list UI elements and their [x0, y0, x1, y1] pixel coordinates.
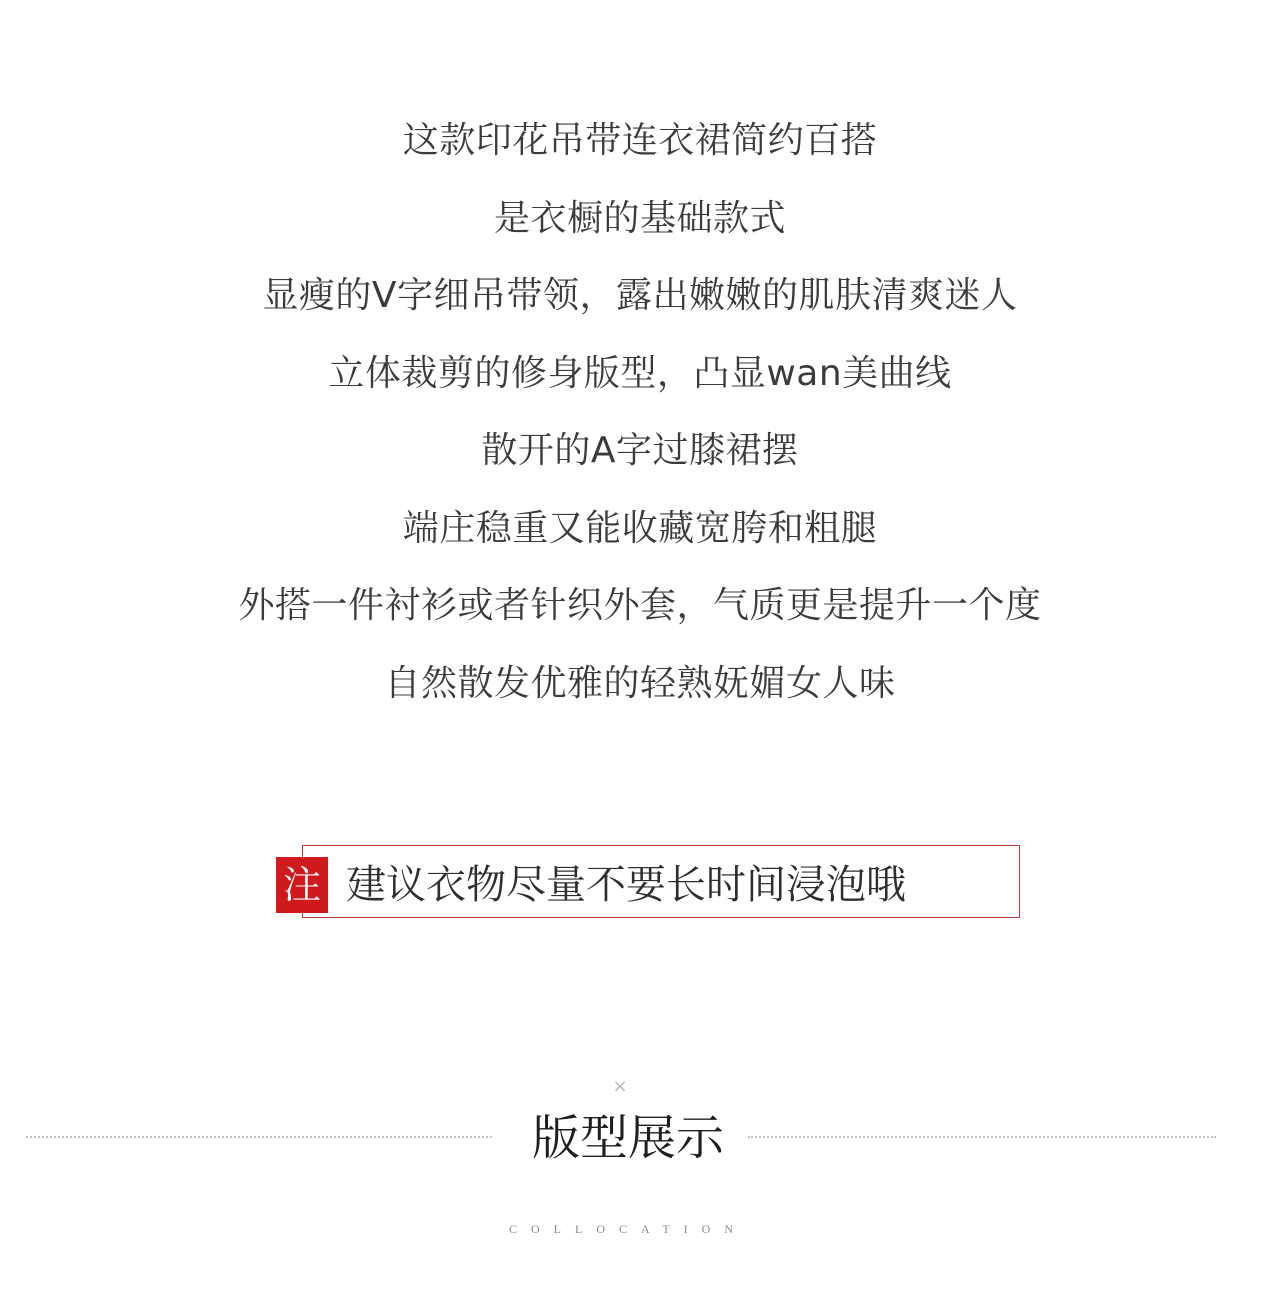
care-note-text: 建议衣物尽量不要长时间浸泡哦 — [346, 862, 906, 908]
close-icon: × — [612, 1076, 628, 1097]
description-line: 自然散发优雅的轻熟妩媚女人味 — [384, 662, 896, 704]
description-line: 外搭一件衬衫或者针织外套，气质更是提升一个度 — [238, 585, 1042, 626]
description-line: 端庄稳重又能收藏宽胯和粗腿 — [402, 507, 878, 549]
description-line: 这款印花吊带连衣裙简约百搭 — [402, 120, 878, 161]
section-subtitle: COLLOCATION — [509, 1222, 747, 1236]
description-line: 立体裁剪的修身版型，凸显wan美曲线 — [328, 352, 952, 394]
description-line: 是衣橱的基础款式 — [493, 197, 786, 239]
description-line: 散开的A字过膝裙摆 — [481, 430, 799, 471]
product-description — [0, 102, 1280, 722]
dotted-divider-right — [748, 1136, 1216, 1138]
section-title: 版型展示 — [531, 1110, 724, 1166]
dotted-divider-left — [26, 1136, 492, 1138]
note-badge: 注 — [276, 857, 328, 913]
description-line: 显瘦的V字细吊带领，露出嫩嫩的肌肤清爽迷人 — [262, 275, 1018, 316]
